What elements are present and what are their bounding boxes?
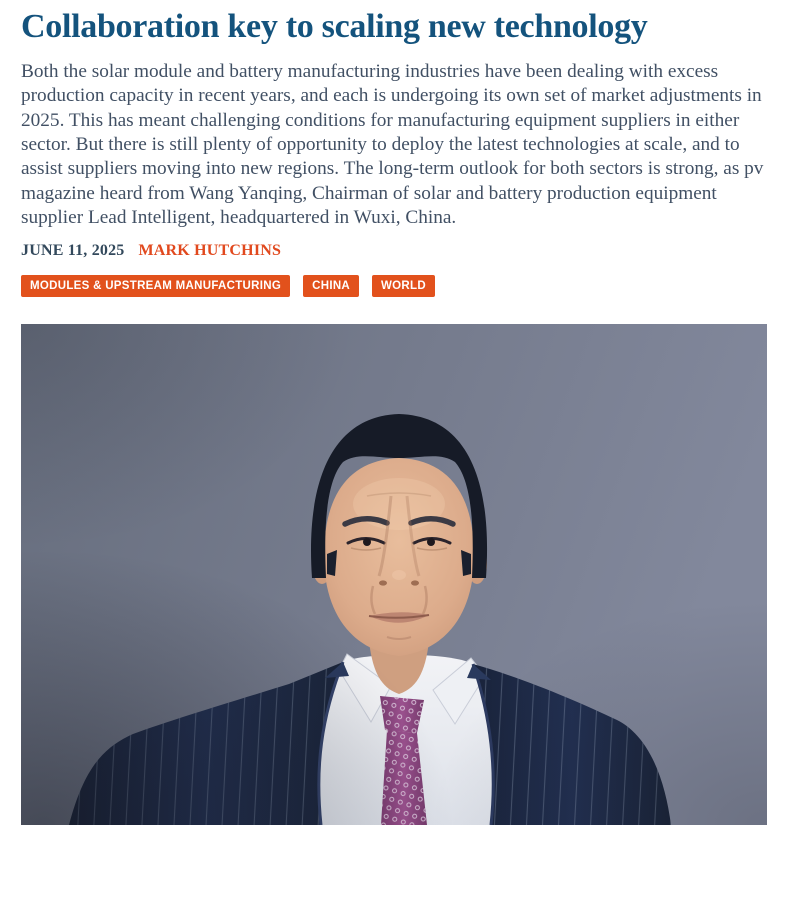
publish-date: JUNE 11, 2025 (21, 242, 125, 260)
tag-china[interactable]: CHINA (303, 275, 359, 297)
article-page (0, 6, 787, 825)
page-title: Collaboration key to scaling new technology (21, 8, 648, 45)
byline (21, 242, 766, 260)
article-lede: Both the solar module and battery manufacturing industries have been dealing with excess production capacity in recent years, and each is undergoing its own set of market adjustments in 2025. This has meant challenging conditions for manufacturing equipment suppliers in either sector. But there is still plenty of opportunity to deploy the latest technologies at scale, and to assist suppliers moving into new regions. The long-term outlook for both sectors is strong, as pv magazine heard from Wang Yanqing, Chairman of solar and battery production equipment supplier Lead Intelligent, headquartered in Wuxi, China. (21, 61, 764, 228)
tag-list (21, 275, 766, 297)
portrait-photo (21, 324, 767, 825)
tag-modules-upstream-manufacturing[interactable]: MODULES & UPSTREAM MANUFACTURING (21, 275, 290, 297)
author-link[interactable]: MARK HUTCHINS (138, 242, 282, 260)
tag-world[interactable]: WORLD (372, 275, 435, 297)
